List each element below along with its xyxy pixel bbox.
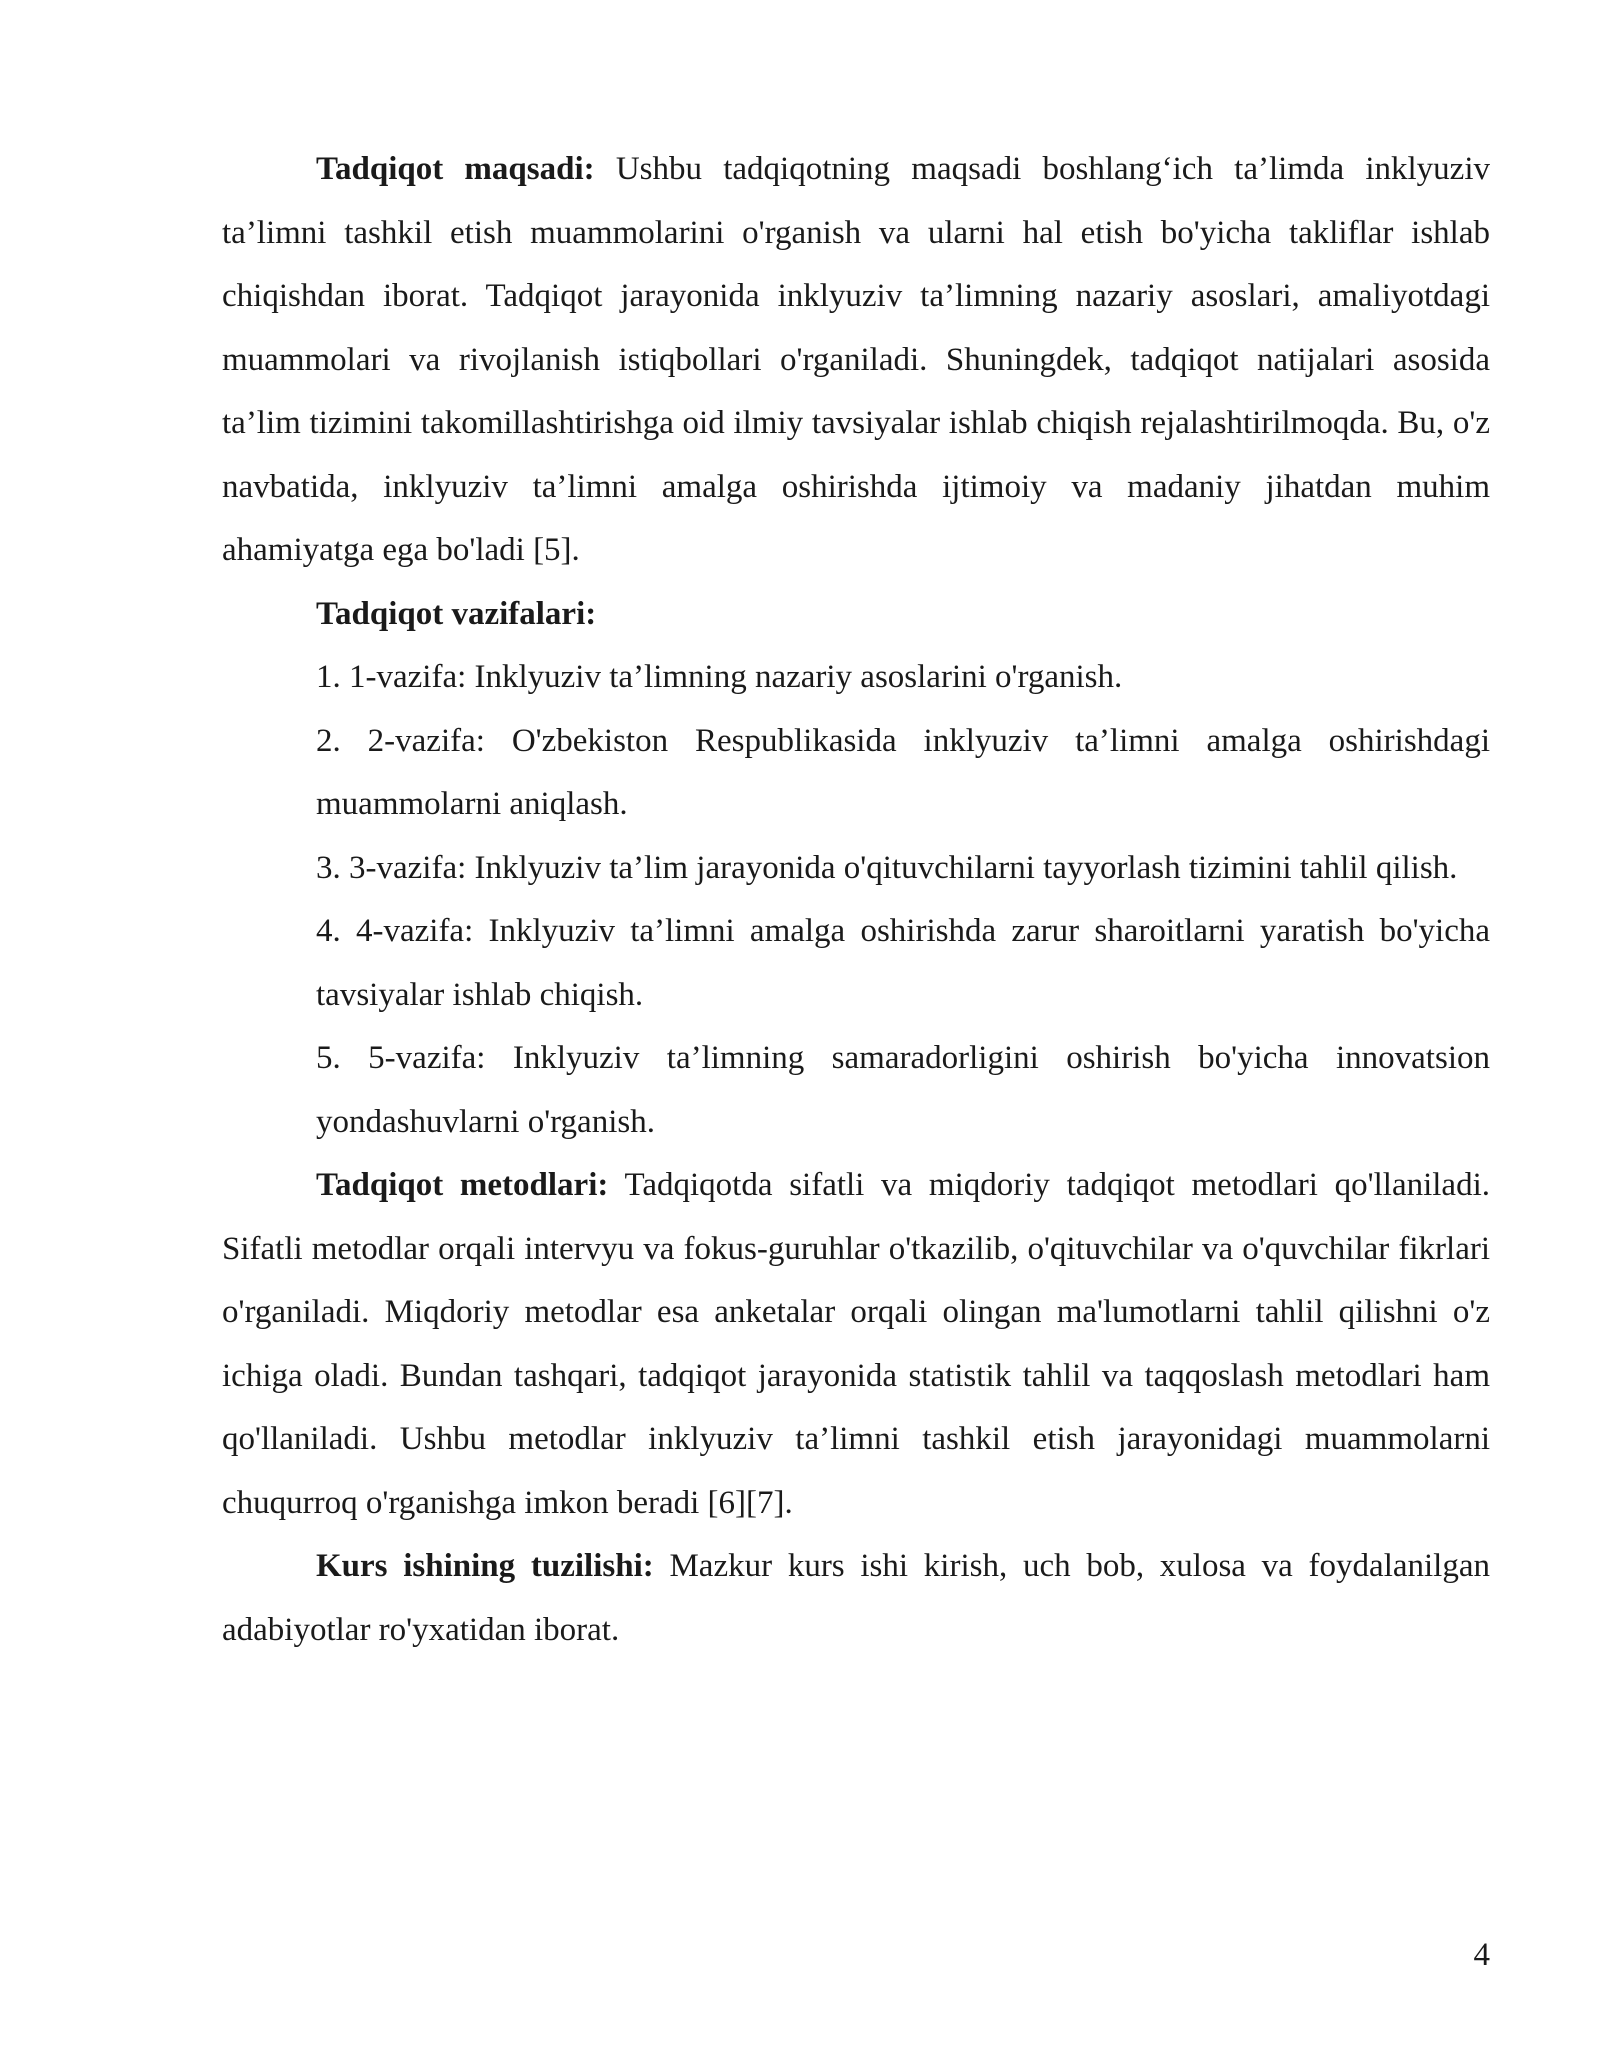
task-item-4: 4. 4-vazifa: Inklyuziv ta’limni amalga oshirishda zarur sharoitlarni yaratish bo'yicha tavsiyalar ishlab chiqish. bbox=[316, 913, 1490, 1013]
task-item-3: 3. 3-vazifa: Inklyuziv ta’lim jarayonida o'qituvchilarni tayyorlash tizimini tahlil qilish. bbox=[316, 849, 1458, 886]
course-structure-paragraph bbox=[222, 1535, 1490, 1662]
research-goal-text: Ushbu tadqiqotning maqsadi boshlang‘ich ta’limda inklyuziv ta’limni tashkil etish muammolarini o'rganish va ularni hal etish bo'yicha takliflar ishlab chiqishdan iborat. Tadqiqot jarayonida inklyuziv ta’limning nazariy asoslari, amaliyotdagi muammolari va rivojlanish istiqbollari o'rganiladi. Shuningdek, tadqiqot natijalari asosida ta’lim tizimini takomillashtirishga oid ilmiy tavsiyalar ishlab chiqish rejalashtirilmoqda. Bu, o'z navbatida, inklyuziv ta’limni amalga oshirishda ijtimoiy va madaniy jihatdan muhim ahamiyatga ega bo'ladi [5]. bbox=[222, 151, 1490, 568]
research-goal-label: Tadqiqot maqsadi: bbox=[316, 151, 595, 187]
task-item-5: 5. 5-vazifa: Inklyuziv ta’limning samaradorligini oshirish bo'yicha innovatsion yondashuvlarni o'rganish. bbox=[316, 1040, 1490, 1140]
course-structure-label: Kurs ishining tuzilishi: bbox=[316, 1548, 654, 1584]
research-methods-paragraph bbox=[222, 1154, 1490, 1535]
course-structure-text: Mazkur kurs ishi kirish, uch bob, xulosa va foydalanilgan adabiyotlar ro'yxatidan iborat. bbox=[222, 1548, 1490, 1648]
page-number: 4 bbox=[1473, 1937, 1490, 1973]
task-item-1: 1. 1-vazifa: Inklyuziv ta’limning nazariy asoslarini o'rganish. bbox=[316, 659, 1123, 695]
research-methods-text: Tadqiqotda sifatli va miqdoriy tadqiqot metodlari qo'llaniladi. Sifatli metodlar orqali intervyu va fokus-guruhlar o'tkazilib, o'qituvchilar va o'quvchilar fikrlari o'rganiladi. Miqdoriy metodlar esa anketalar orqali olingan ma'lumotlarni tahlil qilishni o'z ichiga oladi. Bundan tashqari, tadqiqot jarayonida statistik tahlil va taqqoslash metodlari ham qo'llaniladi. Ushbu metodlar inklyuziv ta’limni tashkil etish jarayonidagi muammolarni chuqurroq o'rganishga imkon beradi [6][7]. bbox=[222, 1167, 1491, 1521]
research-methods-label: Tadqiqot metodlari: bbox=[316, 1167, 609, 1203]
research-goal-paragraph bbox=[222, 138, 1490, 583]
task-item-2: 2. 2-vazifa: O'zbekiston Respublikasida inklyuziv ta’limni amalga oshirishdagi muammolarni aniqlash. bbox=[316, 722, 1490, 822]
research-tasks-heading: Tadqiqot vazifalari: bbox=[316, 595, 597, 632]
document-body bbox=[222, 138, 1490, 1662]
